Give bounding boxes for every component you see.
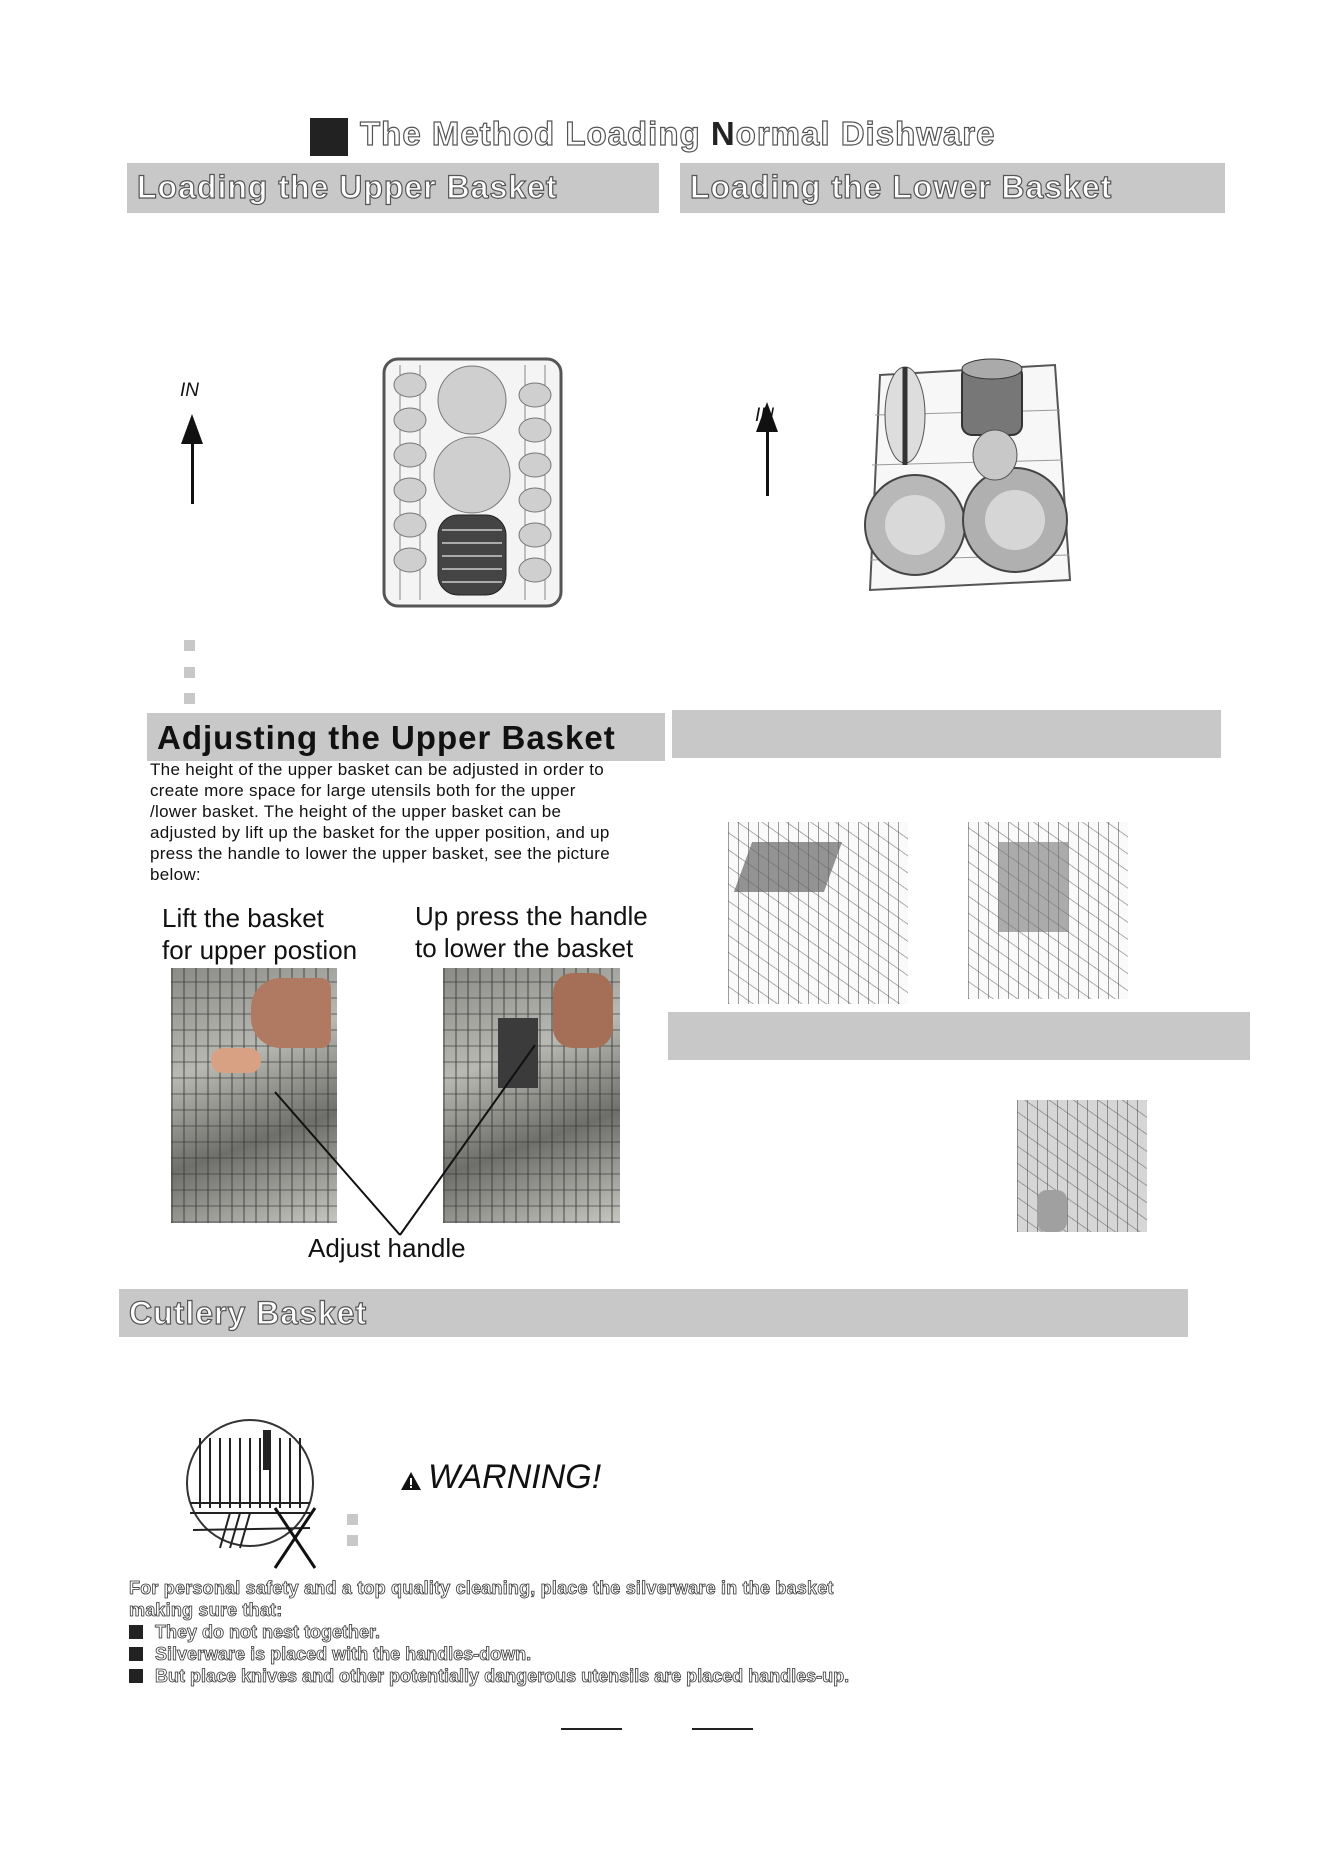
- lower-in-arrow-icon: [756, 402, 778, 496]
- adjusting-header: [147, 713, 665, 761]
- adjust-handle-pointer: [250, 1040, 550, 1240]
- cutlery-title: Cutlery Basket: [129, 1295, 368, 1331]
- cutlery-header: [119, 1289, 1188, 1337]
- bullet-icon: [184, 667, 195, 678]
- bullet-icon: [347, 1514, 358, 1525]
- title-square-icon: [310, 118, 348, 156]
- adjusting-paragraph: The height of the upper basket can be adjusted in order to create more space for large utensils both for the upper /lower basket. The height of the upper basket can be adjusted by lift up the basket for the upper position, and up press the handle to lower the upper basket, see the picture below:: [150, 760, 610, 884]
- lower-basket-title: Loading the Lower Basket: [690, 169, 1113, 205]
- caption-press-handle: Up press the handle to lower the basket: [415, 901, 648, 963]
- shelf-image: [1017, 1100, 1147, 1232]
- bullet-icon: [184, 640, 195, 651]
- rack-image-upright: [968, 822, 1128, 999]
- upper-in-label: IN: [180, 380, 199, 401]
- rack-image-folded: [728, 822, 908, 1004]
- rack-section-bar: [672, 710, 1221, 758]
- upper-in-arrow-icon: [181, 414, 203, 504]
- lower-basket-header: [680, 163, 1225, 213]
- footer-underline: [561, 1728, 622, 1730]
- lower-in-label: IN: [755, 405, 774, 426]
- upper-basket-image: [380, 355, 565, 610]
- adjust-handle-label: Adjust handle: [308, 1233, 466, 1263]
- safety-item: But place knives and other potentially dangerous utensils are placed handles-up.: [129, 1666, 849, 1687]
- bullet-icon: [347, 1535, 358, 1546]
- safety-item: They do not nest together.: [129, 1622, 380, 1643]
- upper-basket-title: Loading the Upper Basket: [137, 169, 558, 205]
- warning-triangle-icon: [400, 1471, 422, 1496]
- safety-paragraph: For personal safety and a top quality cleaning, place the silverware in the basket making sure that:: [129, 1578, 834, 1620]
- page-title: The Method Loading Normal Dishware: [360, 115, 996, 152]
- upper-basket-header: [127, 163, 659, 213]
- footer-underline: [692, 1728, 753, 1730]
- bullet-icon: [184, 693, 195, 704]
- warning-label: WARNING!: [428, 1458, 602, 1496]
- caption-lift-basket: Lift the basket for upper postion: [162, 903, 358, 965]
- cutlery-basket-image: [185, 1418, 320, 1570]
- safety-item: Silverware is placed with the handles-down.: [129, 1644, 531, 1665]
- adjusting-title: Adjusting the Upper Basket: [157, 719, 616, 756]
- shelf-section-bar: [668, 1012, 1250, 1060]
- lower-basket-image: [860, 355, 1075, 595]
